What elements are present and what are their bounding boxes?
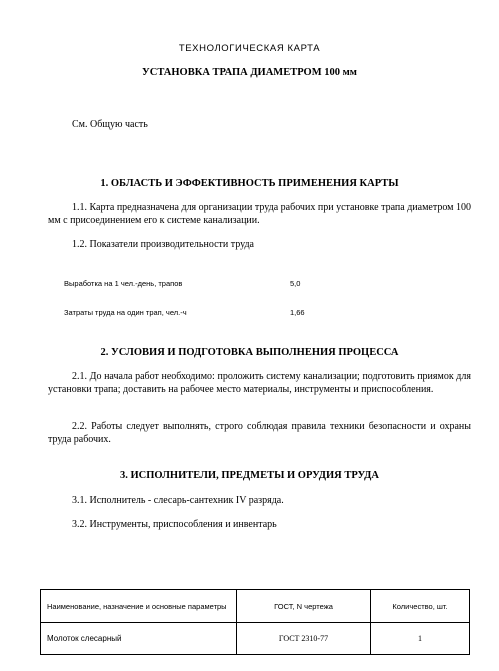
document-title: УСТАНОВКА ТРАПА ДИАМЕТРОМ 100 мм bbox=[142, 67, 357, 78]
section-1-paragraph-2 bbox=[48, 238, 471, 251]
section-2-paragraph-1 bbox=[48, 370, 471, 396]
section-1-heading: 1. ОБЛАСТЬ И ЭФФЕКТИВНОСТЬ ПРИМЕНЕНИЯ КАРТЫ bbox=[100, 178, 399, 189]
metric-label-output: Выработка на 1 чел.-день, трапов bbox=[64, 279, 183, 288]
section-2-paragraph-2-text: 2.2. Работы следует выполнять, строго соблюдая правила техники безопасности и охраны труда рабочих. bbox=[48, 421, 471, 445]
metric-value-output: 5,0 bbox=[290, 279, 301, 288]
column-header-name: Наименование, назначение и основные параметры bbox=[41, 590, 237, 623]
cell-tool-gost: ГОСТ 2310-77 bbox=[237, 623, 371, 655]
cell-tool-name: Молоток слесарный bbox=[41, 623, 237, 655]
section-1-paragraph-1-text: 1.1. Карта предназначена для организации труда рабочих при установке трапа диаметром 100 мм с присоединением его к системе канализации. bbox=[48, 202, 471, 226]
section-1-paragraph-1 bbox=[48, 201, 471, 227]
column-header-quantity: Количество, шт. bbox=[371, 590, 470, 623]
section-3-paragraph-2 bbox=[48, 518, 471, 531]
cell-tool-quantity: 1 bbox=[371, 623, 470, 655]
section-3-paragraph-1 bbox=[48, 494, 471, 507]
section-2-paragraph-2 bbox=[48, 420, 471, 446]
section-1-paragraph-2-text: 1.2. Показатели производительности труда bbox=[72, 239, 254, 250]
section-2-paragraph-1-text: 2.1. До начала работ необходимо: проложить систему канализации; подготовить приямок для установки трапа; доставить на рабочее место материалы, инструменты и приспособления. bbox=[48, 371, 471, 395]
section-3-heading: 3. ИСПОЛНИТЕЛИ, ПРЕДМЕТЫ И ОРУДИЯ ТРУДА bbox=[120, 470, 379, 481]
general-part-reference: См. Общую часть bbox=[72, 119, 148, 130]
metric-label-labor: Затраты труда на один трап, чел.-ч bbox=[64, 308, 187, 317]
section-2-heading: 2. УСЛОВИЯ И ПОДГОТОВКА ВЫПОЛНЕНИЯ ПРОЦЕССА bbox=[100, 347, 399, 358]
tools-table bbox=[40, 589, 470, 655]
metric-value-labor: 1,66 bbox=[290, 308, 305, 317]
table-row bbox=[41, 623, 470, 655]
column-header-gost: ГОСТ, N чертежа bbox=[237, 590, 371, 623]
section-3-paragraph-2-text: 3.2. Инструменты, приспособления и инвентарь bbox=[72, 519, 277, 530]
document-kicker: ТЕХНОЛОГИЧЕСКАЯ КАРТА bbox=[178, 43, 321, 54]
table-header-row bbox=[41, 590, 470, 623]
section-3-paragraph-1-text: 3.1. Исполнитель - слесарь-сантехник IV разряда. bbox=[72, 495, 284, 506]
